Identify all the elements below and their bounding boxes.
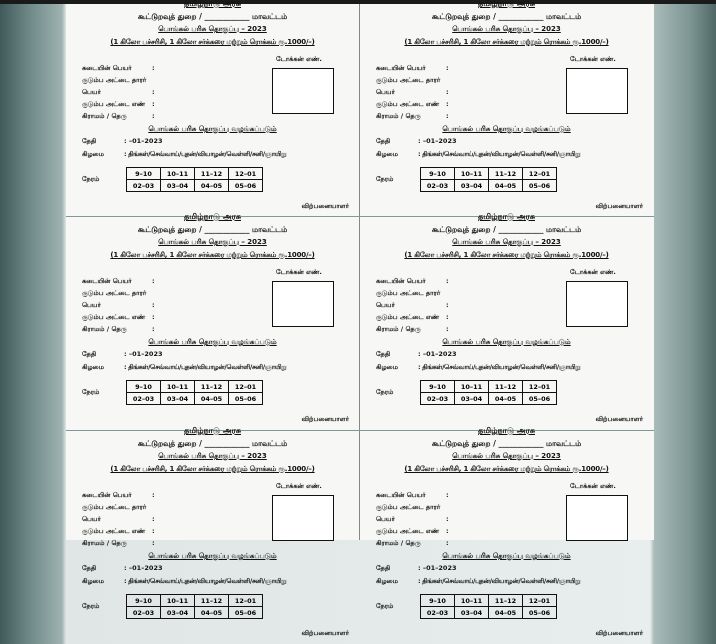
scheme-title: பொங்கல் பரிசு தொகுப்பு – 2023 <box>158 238 267 246</box>
time-label: நேரம் <box>82 602 100 610</box>
field-colon: : <box>446 491 449 499</box>
department-line: கூட்டுறவுத் துறை / ____________ மாவட்டம் <box>137 225 288 234</box>
time-slot: 12–01 <box>229 168 263 180</box>
time-slot: 03–04 <box>161 180 195 192</box>
benefit-line: (1 கிலோ பச்சரிசி, 1 கிலோ சர்க்கரை மற்றும் ரொக்கம் ரூ.1000/–) <box>404 465 609 473</box>
day-value: : திங்கள்/செவ்வாய்/புதன்/வியாழன்/வெள்ளி/சனி/ஞாயிறு <box>418 577 581 585</box>
field-label: கடையின் பெயர் <box>82 277 132 285</box>
distribution-title: பொங்கல் பரிசு தொகுப்பு வழங்கப்படும் <box>148 125 277 133</box>
date-label: தேதி <box>82 137 97 145</box>
time-slot: 02–03 <box>421 607 455 619</box>
time-slot: 11–12 <box>195 595 229 607</box>
government-title: தமிழ்நாடு அரசு <box>183 426 241 435</box>
time-label: நேரம் <box>82 175 100 183</box>
field-label: குடும்ப அட்டை எண் <box>82 527 146 535</box>
government-title: தமிழ்நாடு அரசு <box>183 0 241 8</box>
distribution-title: பொங்கல் பரிசு தொகுப்பு வழங்கப்படும் <box>442 125 571 133</box>
time-slot: 03–04 <box>455 180 489 192</box>
time-slot: 11–12 <box>195 168 229 180</box>
field-label: கிராமம் / தெரு <box>376 112 421 120</box>
photo-box <box>272 495 334 541</box>
scheme-title: பொங்கல் பரிசு தொகுப்பு – 2023 <box>452 452 561 460</box>
field-colon: : <box>446 100 449 108</box>
time-slot: 04–05 <box>195 180 229 192</box>
field-colon: : <box>152 527 155 535</box>
distribution-title: பொங்கல் பரிசு தொகுப்பு வழங்கப்படும் <box>442 552 571 560</box>
field-label: பெயர் <box>376 515 395 523</box>
day-label: கிழமை <box>82 363 104 371</box>
field-colon: : <box>446 325 449 333</box>
government-title: தமிழ்நாடு அரசு <box>183 212 241 221</box>
field-label: கடையின் பெயர் <box>82 491 132 499</box>
field-label: குடும்ப அட்டை தாரர் <box>82 503 147 511</box>
date-label: தேதி <box>376 564 391 572</box>
photo-box <box>566 495 628 541</box>
time-slot: 11–12 <box>489 595 523 607</box>
time-slot: 9–10 <box>127 381 161 393</box>
benefit-line: (1 கிலோ பச்சரிசி, 1 கிலோ சர்க்கரை மற்றும் ரொக்கம் ரூ.1000/–) <box>110 465 315 473</box>
photo-box <box>272 68 334 114</box>
field-label: பெயர் <box>376 301 395 309</box>
field-label: குடும்ப அட்டை தாரர் <box>82 289 147 297</box>
time-slot-table <box>420 380 557 405</box>
time-slot: 04–05 <box>489 180 523 192</box>
seller-signature: விற்பனையாளர் <box>595 202 643 210</box>
benefit-line: (1 கிலோ பச்சரிசி, 1 கிலோ சர்க்கரை மற்றும் ரொக்கம் ரூ.1000/–) <box>110 38 315 46</box>
time-slot: 02–03 <box>127 180 161 192</box>
day-value: : திங்கள்/செவ்வாய்/புதன்/வியாழன்/வெள்ளி/சனி/ஞாயிறு <box>418 150 581 158</box>
seller-signature: விற்பனையாளர் <box>301 629 349 637</box>
time-label: நேரம் <box>376 175 394 183</box>
time-slot: 03–04 <box>455 393 489 405</box>
field-colon: : <box>446 277 449 285</box>
time-slot: 02–03 <box>127 393 161 405</box>
field-colon: : <box>446 313 449 321</box>
date-label: தேதி <box>82 564 97 572</box>
token-number-label: டோக்கன் எண். <box>570 55 616 63</box>
department-line: கூட்டுறவுத் துறை / ____________ மாவட்டம் <box>431 225 582 234</box>
token-number-label: டோக்கன் எண். <box>276 482 322 490</box>
field-colon: : <box>446 527 449 535</box>
field-colon: : <box>152 491 155 499</box>
field-colon: : <box>152 112 155 120</box>
photo-box <box>566 68 628 114</box>
token-card <box>360 426 653 644</box>
field-colon: : <box>152 325 155 333</box>
field-colon: : <box>152 88 155 96</box>
field-label: கடையின் பெயர் <box>376 491 426 499</box>
day-label: கிழமை <box>82 577 104 585</box>
time-slot: 10–11 <box>455 595 489 607</box>
date-value: : –01–2023 <box>418 564 457 572</box>
time-slot-table <box>126 380 263 405</box>
time-slot: 03–04 <box>455 607 489 619</box>
field-colon: : <box>446 64 449 72</box>
token-card <box>66 426 359 644</box>
time-slot: 10–11 <box>161 168 195 180</box>
seller-signature: விற்பனையாளர் <box>595 415 643 423</box>
field-colon: : <box>152 100 155 108</box>
time-slot-table <box>126 594 263 619</box>
photo-box <box>272 281 334 327</box>
field-label: பெயர் <box>376 88 395 96</box>
field-colon: : <box>152 313 155 321</box>
time-slot: 10–11 <box>161 595 195 607</box>
token-number-label: டோக்கன் எண். <box>570 268 616 276</box>
field-label: குடும்ப அட்டை எண் <box>82 313 146 321</box>
time-slot: 04–05 <box>489 393 523 405</box>
field-label: கிராமம் / தெரு <box>376 539 421 547</box>
token-number-label: டோக்கன் எண். <box>276 268 322 276</box>
time-slot: 9–10 <box>421 168 455 180</box>
seller-signature: விற்பனையாளர் <box>301 415 349 423</box>
field-label: பெயர் <box>82 515 101 523</box>
time-slot: 04–05 <box>195 393 229 405</box>
date-value: : –01–2023 <box>418 350 457 358</box>
government-title: தமிழ்நாடு அரசு <box>477 0 535 8</box>
date-value: : –01–2023 <box>124 137 163 145</box>
day-value: : திங்கள்/செவ்வாய்/புதன்/வியாழன்/வெள்ளி/சனி/ஞாயிறு <box>418 363 581 371</box>
time-slot-table <box>420 594 557 619</box>
field-colon: : <box>152 515 155 523</box>
field-label: கிராமம் / தெரு <box>82 325 127 333</box>
benefit-line: (1 கிலோ பச்சரிசி, 1 கிலோ சர்க்கரை மற்றும் ரொக்கம் ரூ.1000/–) <box>110 251 315 259</box>
field-label: குடும்ப அட்டை தாரர் <box>376 503 441 511</box>
day-value: : திங்கள்/செவ்வாய்/புதன்/வியாழன்/வெள்ளி/சனி/ஞாயிறு <box>124 363 287 371</box>
scheme-title: பொங்கல் பரிசு தொகுப்பு – 2023 <box>452 25 561 33</box>
day-value: : திங்கள்/செவ்வாய்/புதன்/வியாழன்/வெள்ளி/சனி/ஞாயிறு <box>124 577 287 585</box>
day-label: கிழமை <box>82 150 104 158</box>
distribution-title: பொங்கல் பரிசு தொகுப்பு வழங்கப்படும் <box>148 338 277 346</box>
time-slot: 12–01 <box>229 381 263 393</box>
time-slot: 12–01 <box>523 381 557 393</box>
date-label: தேதி <box>82 350 97 358</box>
benefit-line: (1 கிலோ பச்சரிசி, 1 கிலோ சர்க்கரை மற்றும் ரொக்கம் ரூ.1000/–) <box>404 251 609 259</box>
field-label: குடும்ப அட்டை எண் <box>376 527 440 535</box>
field-label: கிராமம் / தெரு <box>82 539 127 547</box>
time-slot: 05–06 <box>523 180 557 192</box>
token-number-label: டோக்கன் எண். <box>570 482 616 490</box>
time-slot: 05–06 <box>523 393 557 405</box>
field-label: பெயர் <box>82 88 101 96</box>
time-slot: 05–06 <box>523 607 557 619</box>
field-label: குடும்ப அட்டை தாரர் <box>82 76 147 84</box>
time-slot: 9–10 <box>127 168 161 180</box>
date-label: தேதி <box>376 137 391 145</box>
department-line: கூட்டுறவுத் துறை / ____________ மாவட்டம் <box>431 12 582 21</box>
token-sheet <box>66 0 654 637</box>
time-slot: 9–10 <box>421 381 455 393</box>
day-label: கிழமை <box>376 363 398 371</box>
time-slot: 02–03 <box>421 393 455 405</box>
token-card <box>66 0 359 217</box>
field-label: கிராமம் / தெரு <box>376 325 421 333</box>
date-value: : –01–2023 <box>124 564 163 572</box>
time-slot: 10–11 <box>455 168 489 180</box>
token-card <box>66 212 359 430</box>
field-colon: : <box>446 88 449 96</box>
field-colon: : <box>152 539 155 547</box>
government-title: தமிழ்நாடு அரசு <box>477 426 535 435</box>
time-slot: 04–05 <box>195 607 229 619</box>
time-slot: 05–06 <box>229 393 263 405</box>
time-slot: 12–01 <box>523 595 557 607</box>
token-card <box>360 0 653 217</box>
token-card <box>360 212 653 430</box>
date-value: : –01–2023 <box>418 137 457 145</box>
field-label: பெயர் <box>82 301 101 309</box>
scheme-title: பொங்கல் பரிசு தொகுப்பு – 2023 <box>158 452 267 460</box>
field-colon: : <box>152 277 155 285</box>
photo-box <box>566 281 628 327</box>
time-slot: 02–03 <box>421 180 455 192</box>
time-slot: 11–12 <box>195 381 229 393</box>
time-slot: 05–06 <box>229 180 263 192</box>
field-label: கிராமம் / தெரு <box>82 112 127 120</box>
time-slot: 04–05 <box>489 607 523 619</box>
field-colon: : <box>446 301 449 309</box>
field-colon: : <box>446 515 449 523</box>
field-label: குடும்ப அட்டை எண் <box>376 313 440 321</box>
field-colon: : <box>152 301 155 309</box>
field-label: கடையின் பெயர் <box>376 277 426 285</box>
time-label: நேரம் <box>376 388 394 396</box>
scheme-title: பொங்கல் பரிசு தொகுப்பு – 2023 <box>158 25 267 33</box>
distribution-title: பொங்கல் பரிசு தொகுப்பு வழங்கப்படும் <box>442 338 571 346</box>
time-slot: 03–04 <box>161 393 195 405</box>
time-slot: 05–06 <box>229 607 263 619</box>
time-slot: 12–01 <box>229 595 263 607</box>
time-slot: 9–10 <box>127 595 161 607</box>
benefit-line: (1 கிலோ பச்சரிசி, 1 கிலோ சர்க்கரை மற்றும் ரொக்கம் ரூ.1000/–) <box>404 38 609 46</box>
distribution-title: பொங்கல் பரிசு தொகுப்பு வழங்கப்படும் <box>148 552 277 560</box>
token-number-label: டோக்கன் எண். <box>276 55 322 63</box>
day-label: கிழமை <box>376 150 398 158</box>
field-label: குடும்ப அட்டை எண் <box>376 100 440 108</box>
seller-signature: விற்பனையாளர் <box>595 629 643 637</box>
field-label: கடையின் பெயர் <box>82 64 132 72</box>
time-slot: 11–12 <box>489 168 523 180</box>
time-label: நேரம் <box>376 602 394 610</box>
department-line: கூட்டுறவுத் துறை / ____________ மாவட்டம் <box>431 439 582 448</box>
field-label: கடையின் பெயர் <box>376 64 426 72</box>
date-value: : –01–2023 <box>124 350 163 358</box>
field-colon: : <box>446 112 449 120</box>
field-colon: : <box>152 64 155 72</box>
time-slot: 10–11 <box>161 381 195 393</box>
field-label: குடும்ப அட்டை தாரர் <box>376 76 441 84</box>
time-slot-table <box>420 167 557 192</box>
day-value: : திங்கள்/செவ்வாய்/புதன்/வியாழன்/வெள்ளி/சனி/ஞாயிறு <box>124 150 287 158</box>
government-title: தமிழ்நாடு அரசு <box>477 212 535 221</box>
time-slot-table <box>126 167 263 192</box>
day-label: கிழமை <box>376 577 398 585</box>
seller-signature: விற்பனையாளர் <box>301 202 349 210</box>
time-slot: 11–12 <box>489 381 523 393</box>
department-line: கூட்டுறவுத் துறை / ____________ மாவட்டம் <box>137 12 288 21</box>
time-slot: 10–11 <box>455 381 489 393</box>
field-label: குடும்ப அட்டை தாரர் <box>376 289 441 297</box>
scheme-title: பொங்கல் பரிசு தொகுப்பு – 2023 <box>452 238 561 246</box>
department-line: கூட்டுறவுத் துறை / ____________ மாவட்டம் <box>137 439 288 448</box>
field-colon: : <box>446 539 449 547</box>
time-slot: 03–04 <box>161 607 195 619</box>
date-label: தேதி <box>376 350 391 358</box>
time-label: நேரம் <box>82 388 100 396</box>
time-slot: 12–01 <box>523 168 557 180</box>
time-slot: 9–10 <box>421 595 455 607</box>
time-slot: 02–03 <box>127 607 161 619</box>
field-label: குடும்ப அட்டை எண் <box>82 100 146 108</box>
